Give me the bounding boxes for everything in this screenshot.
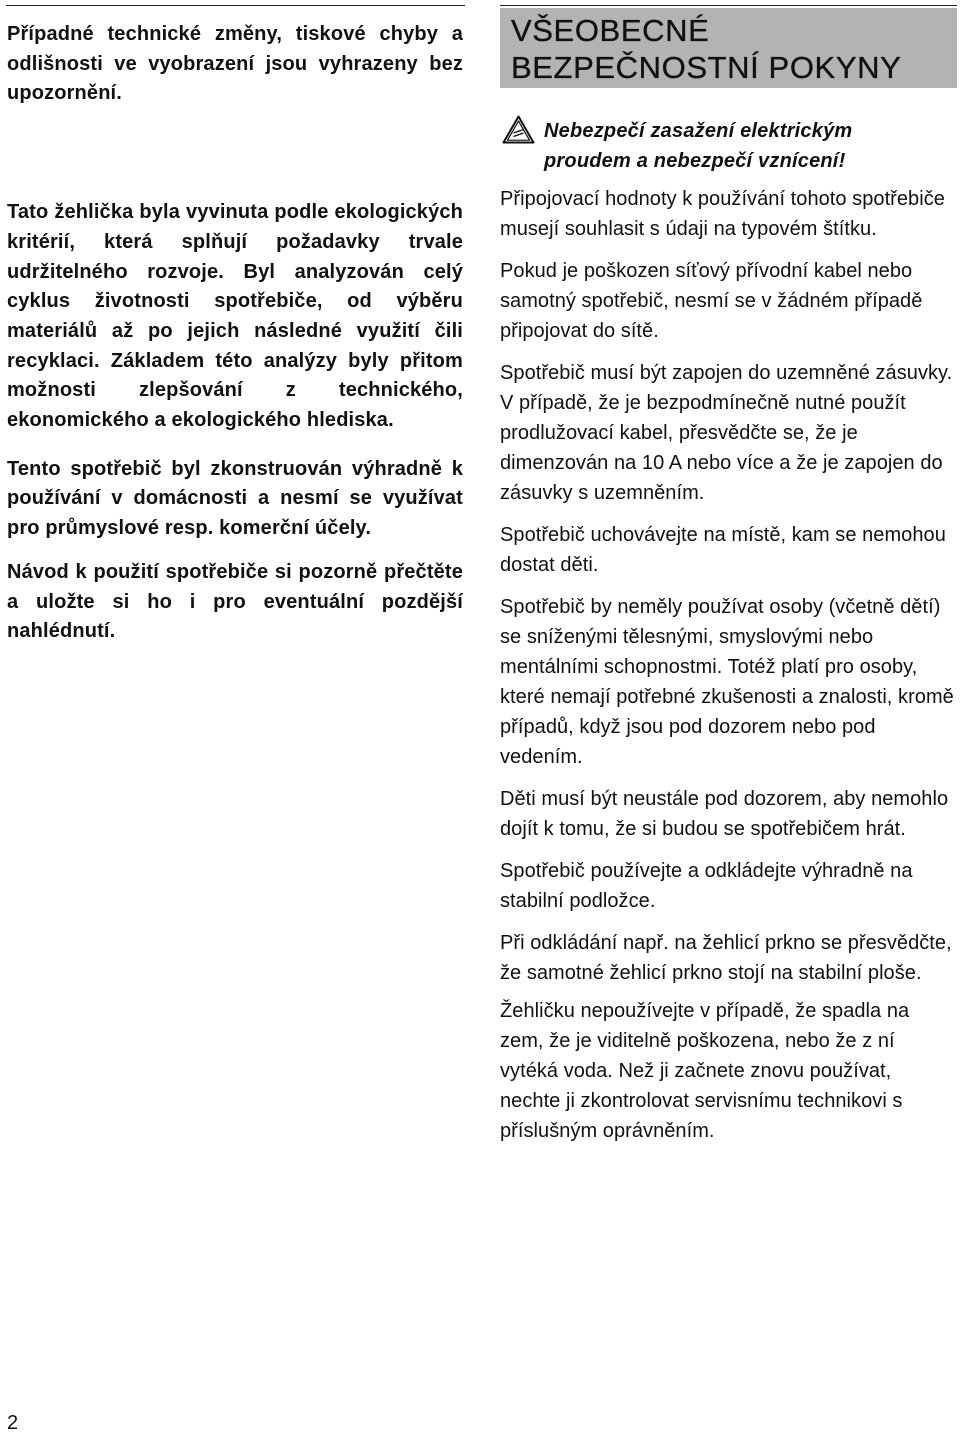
safety-paragraph: Spotřebič musí být zapojen do uzemněné zásuvky. V případě, že je bezpodmínečně nutné použít prodlužovací kabel, přesvědčte se, že je dimenzován na 10 A nebo více a že je zapojen do zásuvky s uzemněním. bbox=[500, 362, 953, 504]
safety-paragraph: Spotřebič by neměly používat osoby (včetně dětí) se sníženými tělesnými, smyslovými nebo mentálními schopnostmi. Totéž platí pro osoby, které nemají potřebné zkušenosti a znalosti, kromě případů, když jsou pod dozorem nebo pod vedením. bbox=[500, 596, 954, 768]
warning-line1: Nebezpečí zasažení elektrickým bbox=[544, 120, 853, 142]
top-rule-left bbox=[6, 5, 465, 6]
safety-paragraph: Pokud je poškozen síťový přívodní kabel nebo samotný spotřebič, nesmí se v žádném případě připojovat do sítě. bbox=[500, 260, 923, 342]
safety-instructions-column bbox=[500, 184, 957, 1158]
read-instructions-paragraph: Návod k použití spotřebiče si pozorně přečtěte a uložte si ho i pro eventuální pozdější nahlédnutí. bbox=[7, 560, 463, 643]
left-column bbox=[7, 20, 463, 647]
safety-paragraph: Spotřebič uchovávejte na místě, kam se nemohou dostat děti. bbox=[500, 524, 946, 576]
section-heading-line2: BEZPEČNOSTNÍ POKYNY bbox=[511, 50, 902, 85]
warning-line2: proudem a nebezpečí vznícení! bbox=[544, 150, 846, 172]
section-heading bbox=[500, 8, 957, 86]
disclaimer-notice: Případné technické změny, tiskové chyby a odlišnosti ve vyobrazení jsou vyhrazeny bez upozornění. bbox=[7, 23, 463, 105]
safety-paragraph: Připojovací hodnoty k používání tohoto spotřebiče musejí souhlasit s údaji na typovém štítku. bbox=[500, 188, 945, 240]
safety-paragraph: Děti musí být neustále pod dozorem, aby nemohlo dojít k tomu, že si budou se spotřebičem hrát. bbox=[500, 788, 949, 840]
safety-paragraph: Žehličku nepoužívejte v případě, že spadla na zem, že je viditelně poškozena, nebo že z ní vytéká voda. Než ji začnete znovu používat, nechte ji zkontrolovat servisnímu technikovi s příslušným oprávněním. bbox=[500, 1000, 910, 1142]
page-number: 2 bbox=[7, 1412, 19, 1434]
ecology-paragraph: Tato žehlička byla vyvinuta podle ekologických kritérií, která splňují požadavky trvale udržitelného rozvoje. Byl analyzován celý cyklus životnosti spotřebiče, od výběru materiálů až po jejich následné využití čili recyklaci. Základem této analýzy byly přitom možnosti zlepšování z technického, ekonomického a ekologického hlediska. bbox=[7, 201, 463, 432]
top-rule-right bbox=[500, 5, 957, 6]
household-use-paragraph: Tento spotřebič byl zkonstruován výhradně k používání v domácnosti a nesmí se využívat pro průmyslové resp. komerční účely. bbox=[7, 457, 463, 540]
warning-triangle-icon bbox=[502, 115, 535, 144]
safety-paragraph: Spotřebič používejte a odkládejte výhradně na stabilní podložce. bbox=[500, 860, 913, 912]
section-heading-line1: VŠEOBECNÉ bbox=[511, 13, 710, 48]
safety-paragraph: Při odkládání např. na žehlicí prkno se přesvědčte, že samotné žehlicí prkno stojí na stabilní ploše. bbox=[500, 932, 952, 984]
section-heading-box bbox=[500, 8, 957, 88]
electric-shock-warning bbox=[544, 116, 956, 176]
